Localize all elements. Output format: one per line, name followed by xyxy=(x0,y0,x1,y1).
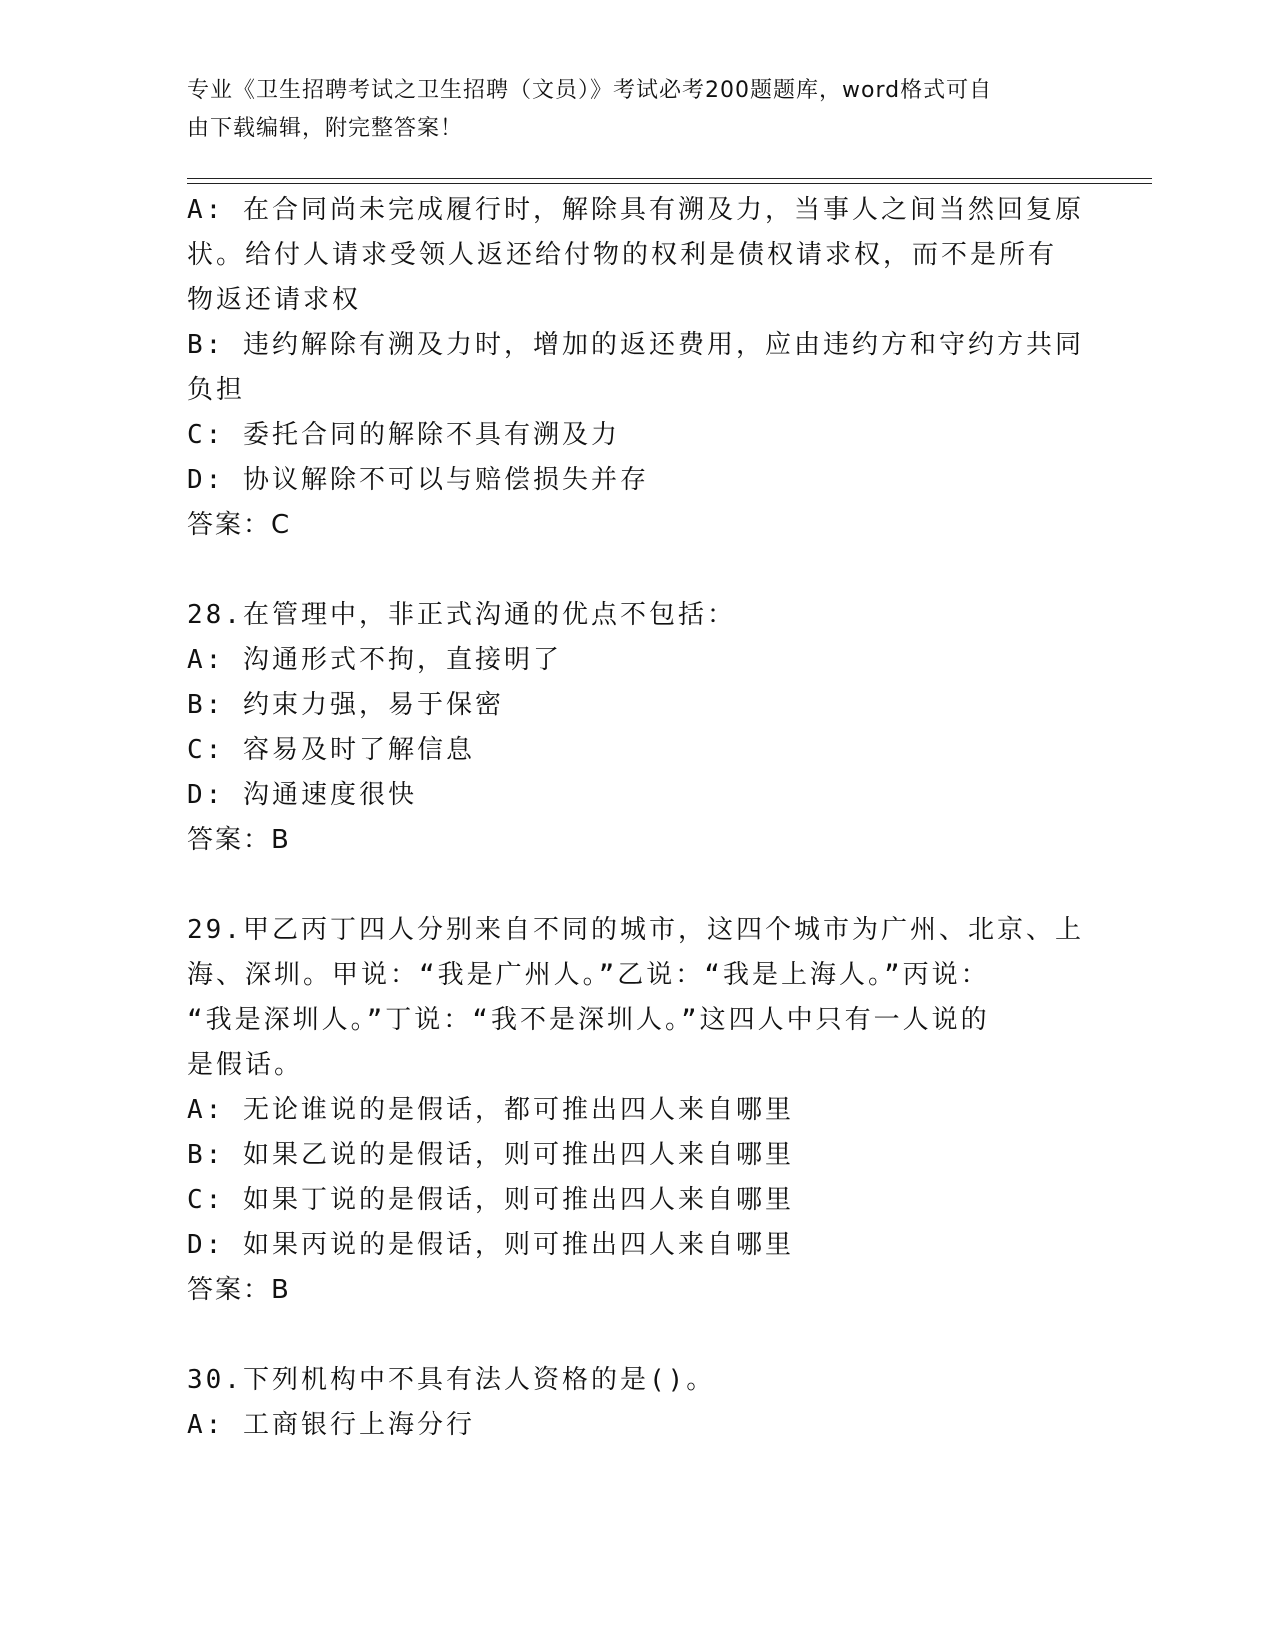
option-a: A: 无论谁说的是假话，都可推出四人来自哪里 xyxy=(187,1095,794,1125)
question-block-27 xyxy=(187,188,1087,548)
option-a: A: 沟通形式不拘，直接明了 xyxy=(187,645,562,675)
option-a-line: A: 在合同尚未完成履行时，解除具有溯及力，当事人之间当然回复原 xyxy=(187,195,1084,225)
option-d: D: 沟通速度很快 xyxy=(187,780,417,810)
answer: 答案：C xyxy=(187,510,292,540)
answer: 答案：B xyxy=(187,825,291,855)
option-d: D: 如果丙说的是假话，则可推出四人来自哪里 xyxy=(187,1230,794,1260)
question-block-30 xyxy=(187,1358,1087,1448)
option-c: C: 如果丁说的是假话，则可推出四人来自哪里 xyxy=(187,1185,794,1215)
spacer xyxy=(187,1313,1087,1358)
question-block-28 xyxy=(187,593,1087,863)
option-b-line: B: 违约解除有溯及力时，增加的返还费用，应由违约方和守约方共同 xyxy=(187,330,1084,360)
question-text: 是假话。 xyxy=(187,1050,304,1080)
option-b: B: 约束力强，易于保密 xyxy=(187,690,504,720)
header-line-2: 由下载编辑，附完整答案！ xyxy=(187,116,464,141)
option-a-line: 物返还请求权 xyxy=(187,285,362,315)
option-b-line: 负担 xyxy=(187,375,246,405)
header-line-1: 专业《卫生招聘考试之卫生招聘（文员）》考试必考200题题库，word格式可自 xyxy=(187,78,993,103)
question-text: 28.在管理中，非正式沟通的优点不包括： xyxy=(187,600,736,630)
answer: 答案：B xyxy=(187,1275,291,1305)
question-block-29 xyxy=(187,908,1087,1313)
document-header xyxy=(187,72,1087,148)
option-c: C: 委托合同的解除不具有溯及力 xyxy=(187,420,620,450)
document-body xyxy=(187,188,1087,1448)
question-text: “我是深圳人。”丁说：“我不是深圳人。”这四人中只有一人说的 xyxy=(187,1005,990,1035)
option-d: D: 协议解除不可以与赔偿损失并存 xyxy=(187,465,649,495)
option-b: B: 如果乙说的是假话，则可推出四人来自哪里 xyxy=(187,1140,794,1170)
option-a-line: 状。给付人请求受领人返还给付物的权利是债权请求权，而不是所有 xyxy=(187,240,1058,270)
option-c: C: 容易及时了解信息 xyxy=(187,735,475,765)
header-rule-top xyxy=(187,178,1152,179)
header-rule-bottom xyxy=(187,183,1152,184)
spacer xyxy=(187,863,1087,908)
question-text: 29.甲乙丙丁四人分别来自不同的城市，这四个城市为广州、北京、上 xyxy=(187,915,1084,945)
option-a: A: 工商银行上海分行 xyxy=(187,1410,475,1440)
question-text: 30.下列机构中不具有法人资格的是()。 xyxy=(187,1365,716,1395)
question-text: 海、深圳。甲说：“我是广州人。”乙说：“我是上海人。”丙说： xyxy=(187,960,990,990)
spacer xyxy=(187,548,1087,593)
